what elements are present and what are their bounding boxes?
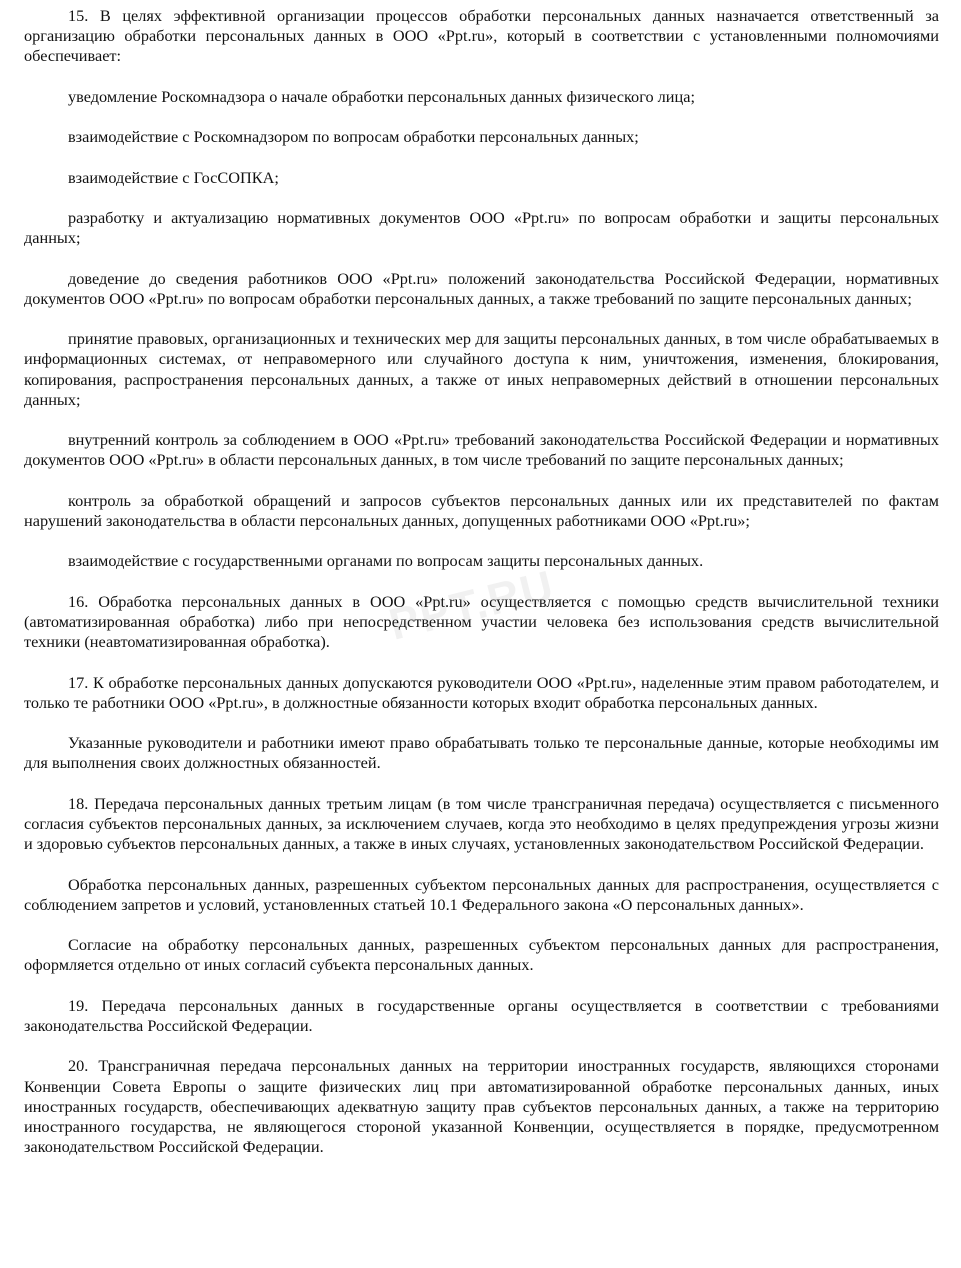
watermark: PPT.RU [384, 561, 560, 650]
paragraph-15: 15. В целях эффективной организации процессов обработки персональных данных назначается ответственный за организацию обработки персональных данных в ООО «Ppt.ru», который в соответствии с установленными полномочиями обеспечивает: [24, 6, 939, 66]
list-item: принятие правовых, организационных и технических мер для защиты персональных данных, в том числе обрабатываемых в информационных системах, от неправомерного или случайного доступа к ним, уничтожения, изменения, блокирования, копирования, распространения персональных данных, а также от иных неправомерных действий в отношении персональных данных; [24, 329, 939, 409]
paragraph-18: 18. Передача персональных данных третьим лицам (в том числе трансграничная передача) осуществляется с письменного согласия субъектов персональных данных, за исключением случаев, когда это необходимо в целях предупреждения угрозы жизни и здоровью субъектов персональных данных, а также в иных случаях, установленных законодательством Российской Федерации. [24, 793, 939, 854]
paragraph-17: 17. К обработке персональных данных допускаются руководители ООО «Ppt.ru», наделенные этим правом работодателем, и только те работники ООО «Ppt.ru», в должностные обязанности которых входит обработка персональных данных. [24, 672, 939, 712]
paragraph-16: 16. Обработка персональных данных в ООО «Ppt.ru» осуществляется с помощью средств вычислительной техники (автоматизированная обработка) либо при непосредственном участии человека без использования средств вычислительной техники (неавтоматизированная обработка). [24, 591, 939, 652]
paragraph-18-consent: Согласие на обработку персональных данных, разрешенных субъектом персональных данных для распространения, оформляется отдельно от иных согласий субъекта персональных данных. [24, 935, 939, 975]
list-item: взаимодействие с государственными органами по вопросам защиты персональных данных. [68, 551, 704, 571]
list-item: взаимодействие с Роскомнадзором по вопросам обработки персональных данных; [68, 127, 639, 147]
list-item: доведение до сведения работников ООО «Ppt.ru» положений законодательства Российской Федерации, нормативных документов ООО «Ppt.ru» по вопросам обработки персональных данных, а также требований по защите персональных данных; [24, 268, 939, 308]
paragraph-18-distribution: Обработка персональных данных, разрешенных субъектом персональных данных для распространения, осуществляется с соблюдением запретов и условий, установленных статьей 10.1 Федерального закона «О персональных данных». [24, 874, 939, 914]
paragraph-19: 19. Передача персональных данных в государственные органы осуществляется в соответствии с требованиями законодательства Российской Федерации. [24, 995, 939, 1035]
list-item: уведомление Роскомнадзора о начале обработки персональных данных физического лица; [68, 86, 695, 106]
list-item: взаимодействие с ГосСОПКА; [68, 167, 279, 187]
list-item: внутренний контроль за соблюдением в ООО «Ppt.ru» требований законодательства Российской Федерации и нормативных документов ООО «Ppt.ru» в области персональных данных, в том числе требований по защите персональных данных; [24, 430, 939, 470]
list-item: контроль за обработкой обращений и запросов субъектов персональных данных или их представителей по фактам нарушений законодательства в области персональных данных, допущенных работниками ООО «Ppt.ru»; [24, 490, 939, 530]
list-item: разработку и актуализацию нормативных документов ООО «Ppt.ru» по вопросам обработки и защиты персональных данных; [24, 207, 939, 248]
paragraph-17-note: Указанные руководители и работники имеют право обрабатывать только те персональные данные, которые необходимы им для выполнения своих должностных обязанностей. [24, 733, 939, 773]
paragraph-20: 20. Трансграничная передача персональных данных на территории иностранных государств, являющихся сторонами Конвенции Совета Европы о защите физических лиц при автоматизированной обработке персональных данных, иных иностранных государств, обеспечивающих адекватную защиту прав субъектов персональных данных, а также на территорию иностранного государства, не являющегося стороной указанной Конвенции, осуществляется в порядке, предусмотренном законодательством Российской Федерации. [24, 1056, 939, 1157]
